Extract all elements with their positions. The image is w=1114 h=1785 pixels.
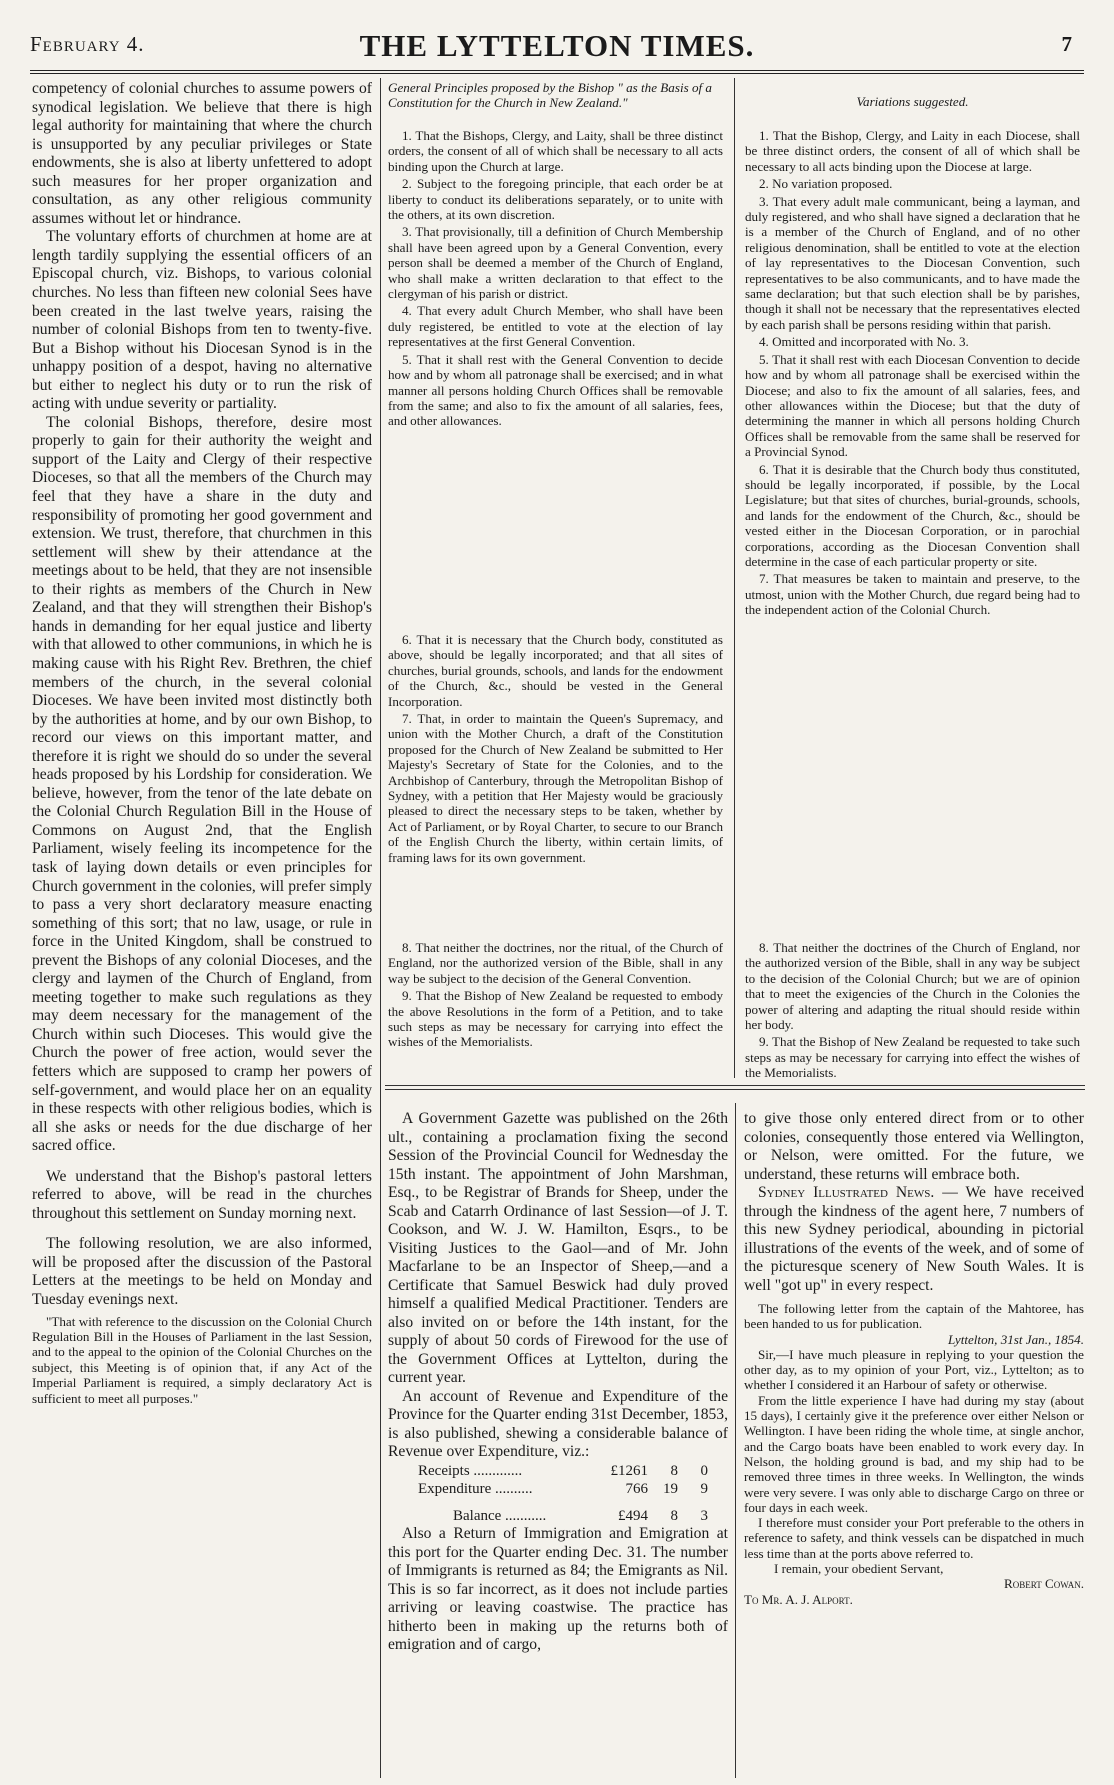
table-row — [388, 1480, 728, 1499]
row-label: Receipts ............. — [418, 1462, 523, 1479]
row-pounds: £1261 — [610, 1462, 648, 1479]
row-shillings: 8 — [670, 1507, 678, 1524]
proposal-item: 2. Subject to the foregoing principle, that each order be at liberty to conduct its deliberations separately, or to unite with the others, at its own discretion. — [388, 176, 723, 223]
immigration-para: Also a Return of Immigration and Emigration at this port for the Quarter ending Dec. 31. The number of Immigrants is returned as 84; the Emigrants as Nil. This is so far incorrect, as it does not include parties arriving or leaving coastwise. The practice has hitherto been in making up the returns both of emigration and of cargo, — [388, 1525, 728, 1653]
proposals-right-column — [745, 80, 1080, 1080]
page-number: 7 — [1061, 32, 1072, 56]
table-row — [388, 1499, 728, 1526]
row-pence: 9 — [700, 1481, 708, 1497]
variation-item: 5. That it shall rest with each Diocesan Convention to decide how and by whom all patronage shall be exercised within the Diocese; and also to fix the amount of all salaries, fees, and other allowances within the Diocese; but that the duty of determining the manner in which all persons holding Church Offices shall be removable from the same shall be reserved for a Provincial Synod. — [745, 351, 1080, 460]
variation-item: 6. That it is desirable that the Church body thus constituted, should be legally incorporated, if possible, by the Local Legislature; but that sites of churches, burial-grounds, schools, and lands for the endowment of the Church, &c., should be vested either in the Diocesan Corporation, or in parochial corporations, according as the Diocesan Convention shall determine in the case of each particular property or site. — [745, 461, 1080, 569]
variation-item: 7. That measures be taken to maintain and preserve, to the utmost, union with the Mother Church, due regard being had to the independent action of the Colonial Church. — [745, 571, 1080, 618]
row-label: Expenditure .......... — [418, 1481, 533, 1497]
letter-para: Sir,—I have much pleasure in replying to your question the other day, as to my opinion of your Port, viz., Lyttelton; as to whether I considered it an Harbour of safety or otherwise. — [744, 1346, 1084, 1393]
proposal-item: 1. That the Bishops, Clergy, and Laity, shall be three distinct orders, the consent of all of which shall be necessary to all acts binding upon the Church at large. — [388, 128, 723, 174]
variation-item: 4. Omitted and incorporated with No. 3. — [759, 334, 969, 350]
column-gazette — [388, 1110, 728, 1780]
letter-signature: Robert Cowan. — [1004, 1576, 1084, 1592]
letter-intro: The following letter from the captain of the Mahtoree, has been handed to us for publication. — [744, 1301, 1084, 1332]
table-bottom-rule — [385, 1085, 1085, 1086]
table-row — [388, 1462, 728, 1481]
proposal-item: 4. That every adult Church Member, who shall have been duly registered, be entitled to vote at the election of lay representatives at the first General Convention. — [388, 303, 723, 350]
sydney-news-text: — We have received through the kindness of the agent here, 7 numbers of this new Sydney periodical, abounding in pictorial illustrations of the events of the week, and of some of the picturesque scenery of New South Wales. It is well "got up" in every respect. — [744, 1184, 1084, 1294]
revenue-table — [388, 1462, 728, 1526]
row-pence: 3 — [700, 1507, 708, 1524]
resolution-intro-para: The following resolution, we are also informed, will be proposed after the discussion of the Pastoral Letters at the meetings to be held on Monday and Tuesday evenings next. — [32, 1235, 372, 1308]
row-shillings: 19 — [663, 1481, 678, 1497]
editorial-para-3: The colonial Bishops, therefore, desire most properly to gain for their authority the weight and support of the Laity and Clergy of their respective Dioceses, so that all the members of the Church may feel that they have a share in the duty and responsibility of promoting her good government and extension. We trust, therefore, that churchmen in this settlement will shew by their attendance at the meetings about to be held, that they are not insensible to their rights as members of the Church in New Zealand, and that they will strengthen their Bishop's hands in demanding for her equal justice and liberty with that allowed to other communions, in which he is making cause with his Right Rev. Brethren, the chief members of the church, in the several colonial Dioceses. We have been invited most distinctly both by the authorities at home, and by our own Bishop, to record our views on this important matter, and therefore it is right we should do so under the several heads proposed by his Lordship for consideration. We believe, however, from the tenor of the late debate on the Colonial Church Regulation Bill in the House of Commons on August 2nd, that the English Parliament, wisely feeling its incompetence for the task of laying down details or even principles for Church government in the colonies, will prefer simply to pass a very short declaratory measure enacting something of this sort; that no law, usage, or rule in force in the United Kingdom, shall be construed to prevent the Bishops of any colonial Dioceses, and the clergy and laymen of the Church of England, from meeting together to make such regulations as they may deem necessary for the management of the Church within such Dioceses. This would give the Church the power of free action, would sever the fetters which are supposed to cramp her powers of self-government, and would place her on an equality in these respects with other religious bodies, which is all she asks or needs for the due discharge of her sacred office. — [32, 413, 372, 1155]
masthead-rule-double — [30, 73, 1084, 74]
masthead — [30, 28, 1084, 66]
table-divider — [734, 78, 735, 1078]
variation-item: 8. That neither the doctrines of the Church of England, nor the authorized version of the Bible, shall in any way be subject to the decision of the Colonial Church; but we are of opinion that to meet the exigencies of the Church in the Colonies the power of altering and adapting the ritual should reside within her body. — [745, 940, 1080, 1033]
returns-para: to give those only entered direct from or to other colonies, consequently those entered via Wellington, or Nelson, were omitted. For the future, we understand, these returns will embrace both. — [744, 1110, 1084, 1183]
variation-item: 1. That the Bishop, Clergy, and Laity in each Diocese, shall be three distinct orders, the consent of all of which shall be necessary to all acts binding upon the Diocese at large. — [745, 128, 1080, 174]
proposals-right-header: Variations suggested. — [856, 94, 969, 109]
column-news — [744, 1110, 1084, 1780]
variation-item: 9. That the Bishop of New Zealand be requested to take such steps as may be necessary for carrying into effect the wishes of the Memorialists. — [745, 1034, 1080, 1080]
proposal-item: 5. That it shall rest with the General Convention to decide how and by whom all patronage shall be exercised; and in what manner all persons holding Church Offices shall be removable from the same; and also to fix the amount of all salaries, fees, and other allowances. — [388, 351, 723, 429]
issue-date: February 4. — [30, 32, 145, 56]
letter-para: From the little experience I have had during my stay (about 15 days), I certainly give it the preference over either Nelson or Wellington. I have been riding the whole time, at single anchor, and the Cargo boats have been enabled to work every day. In Nelson, the holding ground is bad, and my ship had to be removed three times in three weeks. In Wellington, the winds were very severe. I was only able to discharge Cargo on three or four days in each week. — [744, 1392, 1084, 1515]
variation-item: 3. That every adult male communicant, being a layman, and duly registered, and who shall have signed a declaration that he is a member of the Church of England, and of no other religious denomination, shall be entitled to vote at the election of lay representatives to the Diocesan Convention, such representatives to be also communicants, and to have made the same declaration; but that such election shall be by parishes, though it shall not be necessary that the representatives elected by each parish shall be persons residing within that parish. — [745, 193, 1080, 332]
masthead-rule — [30, 70, 1084, 71]
row-pence: 0 — [700, 1462, 708, 1479]
row-shillings: 8 — [670, 1462, 678, 1479]
revenue-para: An account of Revenue and Expenditure of the Province for the Quarter ending 31st December, 1853, is also published, shewing a considerable balance of Revenue over Expenditure, viz.: — [388, 1387, 728, 1460]
proposal-item: 3. That provisionally, till a definition of Church Membership shall have been agreed upon by a General Convention, every person shall be deemed a member of the Church of England, who shall make a written declaration to that effect to the clergyman of his parish or district. — [388, 224, 723, 302]
resolution-quote: "That with reference to the discussion on the Colonial Church Regulation Bill in the Houses of Parliament in the last Session, and to the appeal to the opinion of the Colonial Churches on the subject, this Meeting is of opinion that, if any Act of the Imperial Parliament is required, a simply declaratory Act is sufficient to meet all purposes." — [32, 1313, 372, 1406]
proposal-item: 9. That the Bishop of New Zealand be requested to embody the above Resolutions in the form of a Petition, and to take such steps as may be necessary for carrying into effect the wishes of the Memorialists. — [388, 988, 723, 1050]
proposals-left-header: General Principles proposed by the Bishop " as the Basis of a Constitution for the Church in New Zealand." — [388, 80, 712, 111]
newspaper-title: THE LYTTELTON TIMES. — [359, 28, 755, 63]
sydney-news-para — [744, 1184, 1084, 1295]
proposals-left-column — [388, 80, 723, 1080]
table-bottom-rule-double — [385, 1089, 1085, 1090]
letter-address: To Mr. A. J. Alport. — [744, 1591, 853, 1607]
editorial-para-1: competency of colonial churches to assume powers of synodical legislation. We believe that there is high legal authority for maintaining that where the church is unsupported by any peculiar privileges or State endowments, she is also at liberty unfettered to adopt such measures for her proper organization and consultation, as any other religious community assumes without let or hindrance. — [32, 80, 372, 227]
column-divider-1 — [380, 78, 381, 1778]
gazette-para: A Government Gazette was published on the 26th ult., containing a proclamation fixing the second Session of the Provincial Council for Wednesday the 15th instant. The appointment of John Marshman, Esq., to be Registrar of Brands for Sheep, under the Scab and Catarrh Ordinance of last Session—of J. T. Cookson, and W. J. W. Hamilton, Esqrs., to be Visiting Justices to the Gaol—and of Mr. John Macfarlane to be an Inspector of Sheep,—and a Certificate that Samuel Beswick had duly proved himself a qualified Medical Practitioner. Tenders are also invited on or before the 14th instant, for the supply of about 50 cords of Firewood for the use of the Government Offices at Lyttelton, during the current year. — [388, 1110, 728, 1386]
row-pounds: 766 — [625, 1481, 648, 1497]
proposal-item: 8. That neither the doctrines, nor the ritual, of the Church of England, nor the authorized version of the Bible, shall in any way be subject to the decision of the General Convention. — [388, 940, 723, 986]
variation-item: 2. No variation proposed. — [759, 176, 893, 192]
proposal-item: 6. That it is necessary that the Church body, constituted as above, should be legally incorporated; and that all sites of churches, burial grounds, schools, and lands for the endowment of the Church, &c., should be vested in the General Incorporation. — [388, 632, 723, 709]
letter-dateline: Lyttelton, 31st Jan., 1854. — [948, 1331, 1084, 1347]
column-divider-3 — [735, 1103, 736, 1778]
proposal-item: 7. That, in order to maintain the Queen's Supremacy, and union with the Mother Church, a draft of the Constitution proposed for the Church of New Zealand be submitted to Her Majesty's Secretary of State for the Colonies, and to the Archbishop of Canterbury, through the Metropolitan Bishop of Sydney, with a petition that Her Majesty would be graciously pleased to direct the necessary steps to be taken, whether by Act of Parliament, or by Royal Charter, to secure to our Branch of the English Church the liberty, within certain limits, of framing laws for its own government. — [388, 711, 723, 865]
sydney-news-heading: Sydney Illustrated News. — [758, 1184, 935, 1201]
column-editorial — [32, 80, 372, 1780]
row-label: Balance ........... — [453, 1507, 547, 1524]
pastoral-letters-para: We understand that the Bishop's pastoral letters referred to above, will be read in the churches throughout this settlement on Sunday morning next. — [32, 1167, 372, 1222]
letter-closing: I remain, your obedient Servant, — [774, 1561, 944, 1577]
row-pounds: £494 — [618, 1507, 648, 1524]
editorial-para-2: The voluntary efforts of churchmen at home are at length tardily supplying the essential officers of an Episcopal church, viz. Bishops, to various colonial churches. No less than fifteen new colonial Sees have been created in the last twelve years, raising the number of colonial Bishops from ten to twenty-five. But a Bishop without his Diocesan Synod is in the unhappy position of a despot, having no alternative but either to neglect his duty or to run the risk of acting with undue severity or partiality. — [32, 228, 372, 413]
letter-para: I therefore must consider your Port preferable to the others in reference to safety, and think vessels can be dispatched in much less time than at the ports above referred to. — [744, 1515, 1084, 1561]
